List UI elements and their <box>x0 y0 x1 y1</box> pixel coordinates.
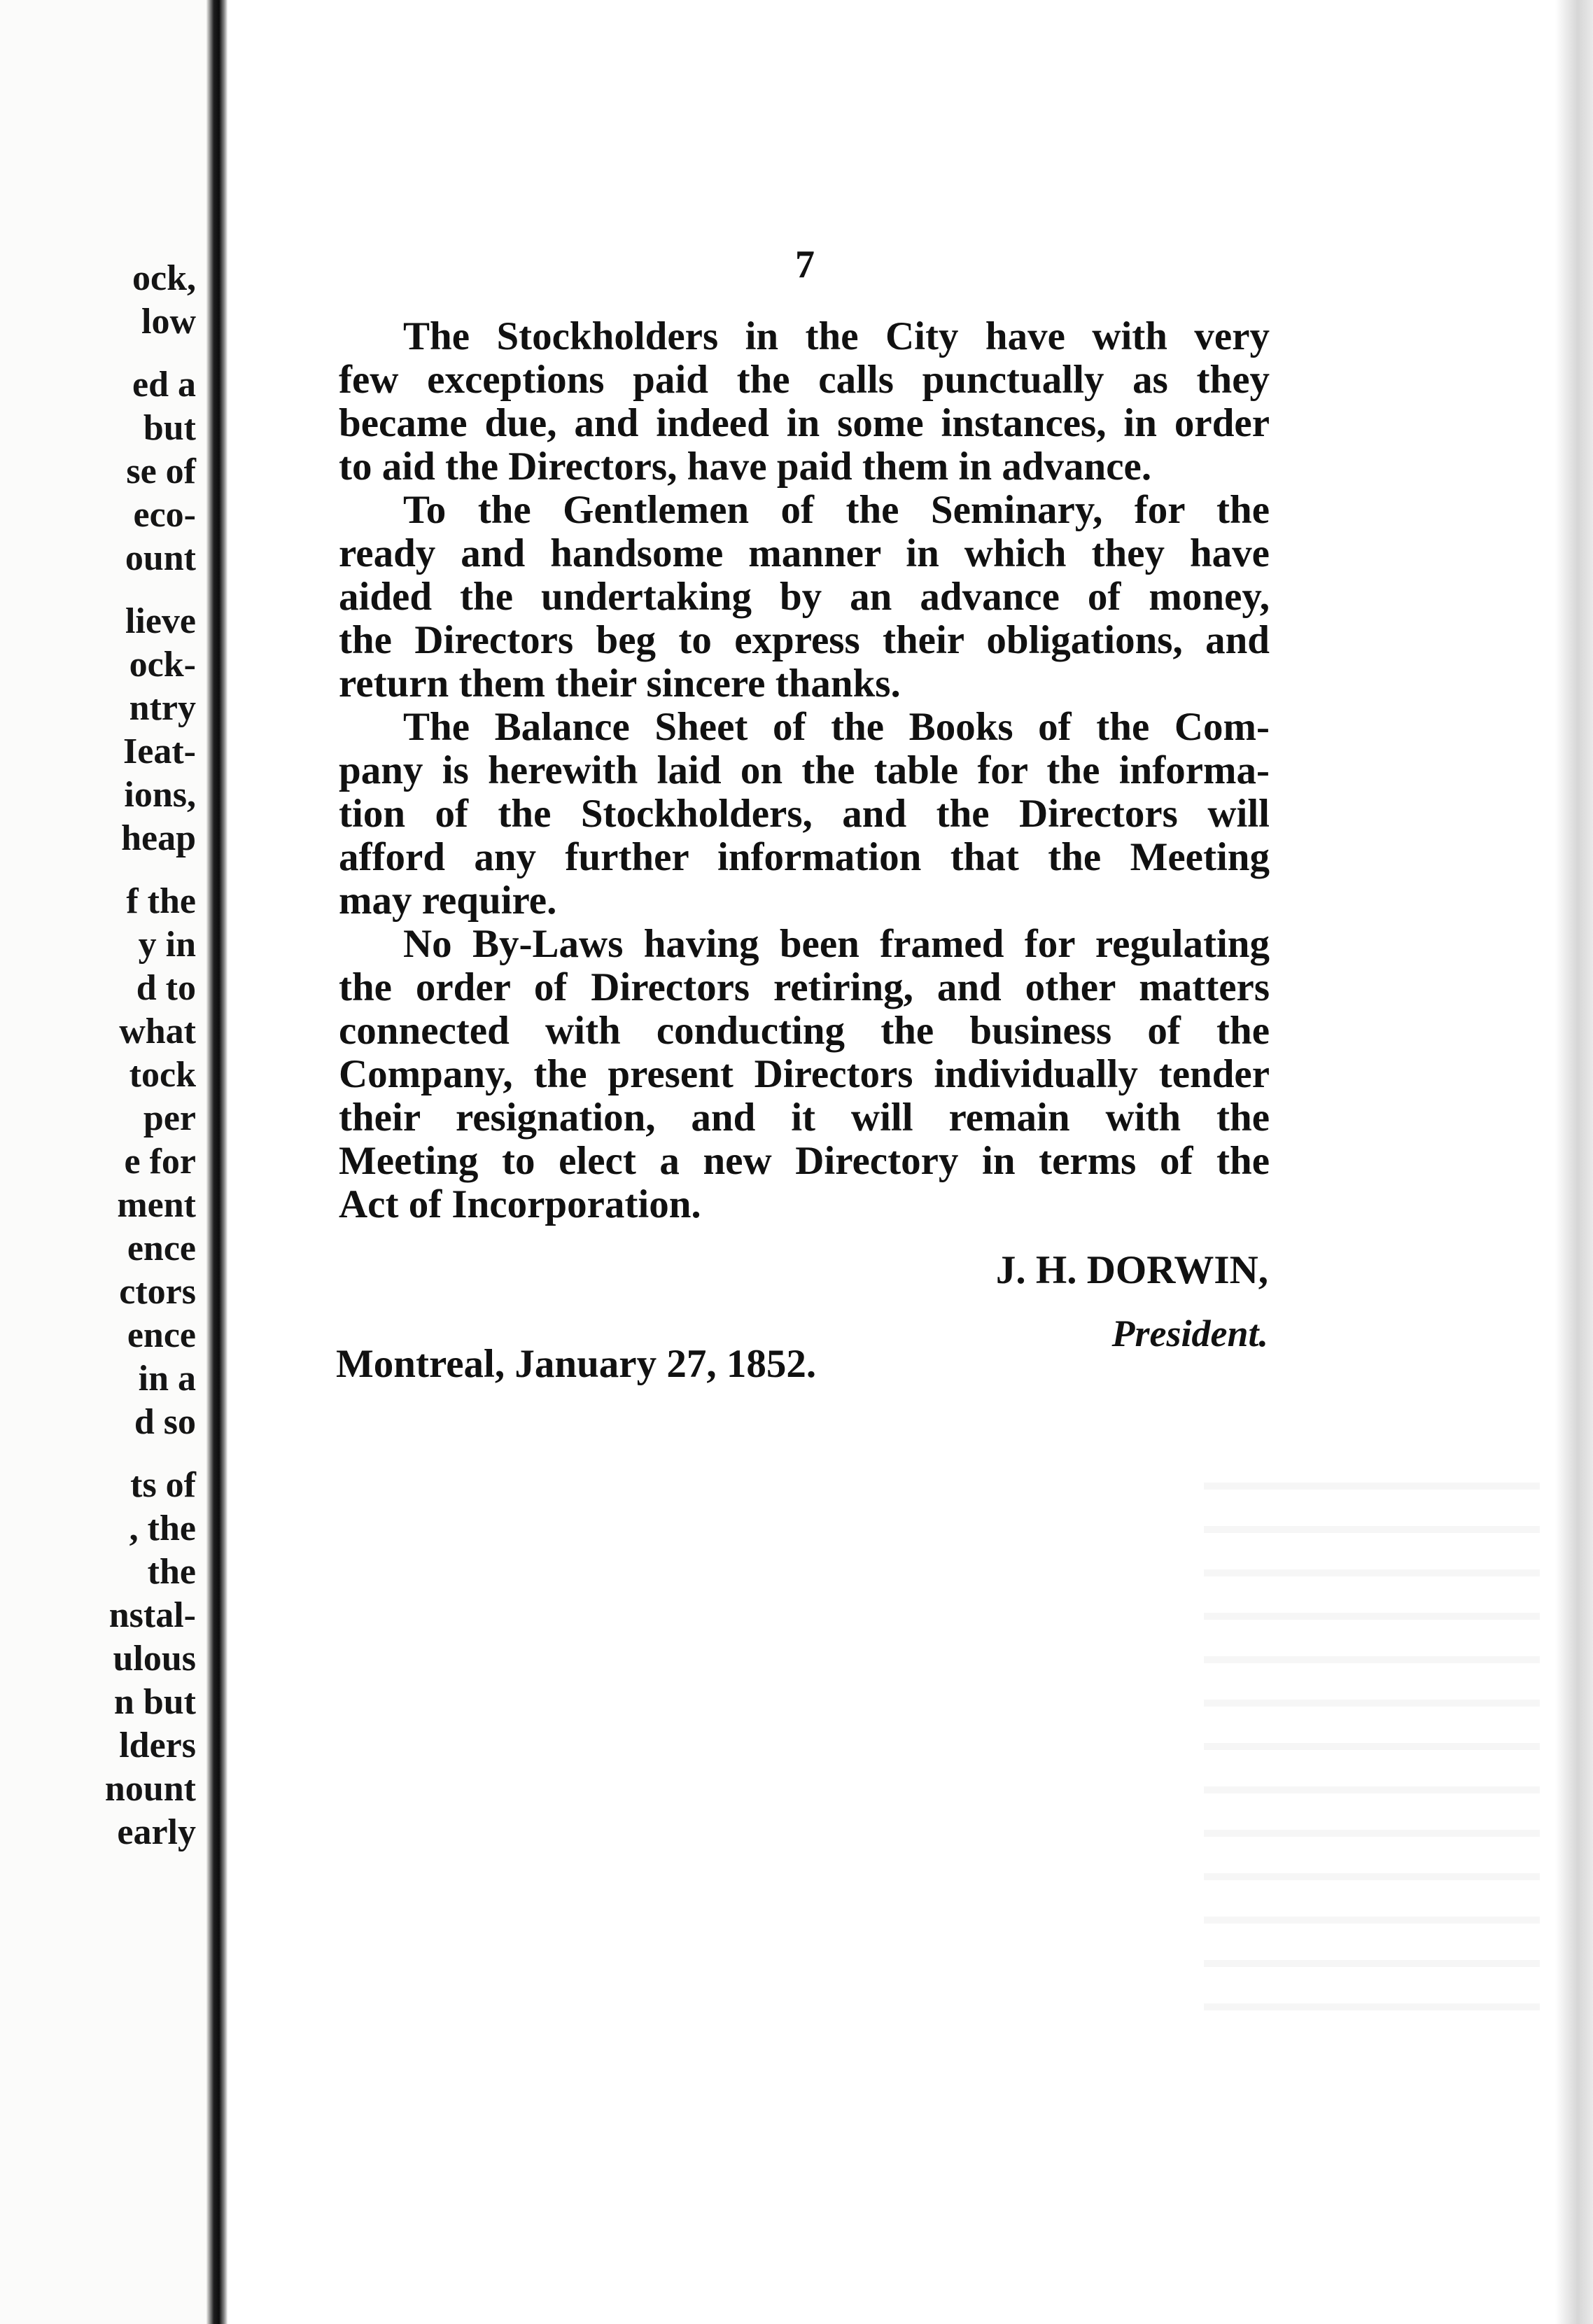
facing-page-fragment: ed a <box>132 365 196 405</box>
facing-page-fragment: ment <box>117 1185 196 1225</box>
facing-page-fragment: per <box>143 1098 196 1138</box>
facing-page-fragment: f the <box>126 881 196 921</box>
facing-page-fragment: se of <box>126 451 196 491</box>
facing-page-fragment: low <box>141 302 196 342</box>
facing-page-fragment: nstal- <box>108 1595 196 1635</box>
text-line: Act of Incorporation. <box>339 1182 701 1226</box>
page-number: 7 <box>795 243 815 286</box>
text-line: aided the undertaking by an advance of money, <box>339 575 1270 619</box>
signature-name: J. H. DORWIN, <box>995 1248 1268 1292</box>
facing-page-fragment: but <box>143 408 196 448</box>
facing-page-fragment: ulous <box>113 1639 196 1679</box>
facing-page-fragment: , the <box>129 1508 196 1548</box>
facing-page-fragment: e for <box>124 1142 196 1182</box>
text-line: ready and handsome manner in which they have <box>339 531 1270 575</box>
book-gutter <box>206 0 227 2324</box>
facing-page-fragment: ock- <box>129 645 196 685</box>
facing-page-fragment: lders <box>119 1726 196 1765</box>
text-line: The Balance Sheet of the Books of the Com- <box>403 705 1270 749</box>
text-line: connected with conducting the business of the <box>339 1009 1270 1053</box>
facing-page-fragment: tock <box>129 1055 196 1095</box>
facing-page-fragment: ence <box>127 1315 196 1355</box>
text-line: Company, the present Directors individually tender <box>339 1052 1270 1096</box>
text-line: return them their sincere thanks. <box>339 662 901 706</box>
text-line: No By-Laws having been framed for regulating <box>403 922 1270 966</box>
facing-page-fragment: early <box>117 1812 196 1852</box>
facing-page-fragment: ntry <box>129 688 196 728</box>
text-line: tion of the Stockholders, and the Directors will <box>339 792 1270 836</box>
facing-page-fragment: ions, <box>124 775 196 815</box>
facing-page-fragment: heap <box>121 818 196 858</box>
facing-page-fragment: ock, <box>132 258 196 298</box>
text-line: became due, and indeed in some instances, in order <box>339 401 1270 445</box>
facing-page-fragment: ctors <box>119 1272 196 1312</box>
text-line: the Directors beg to express their obligations, and <box>339 618 1270 662</box>
text-line: pany is herewith laid on the table for the informa- <box>339 748 1270 792</box>
facing-page-fragment: d so <box>134 1402 196 1442</box>
body-text <box>339 315 1270 1226</box>
text-line: may require. <box>339 878 557 923</box>
facing-page-fragment: y in <box>138 925 196 965</box>
text-line: afford any further information that the Meeting <box>339 835 1270 879</box>
facing-page-fragment: n but <box>113 1682 196 1722</box>
signature-title: President. <box>1111 1312 1268 1354</box>
text-line: their resignation, and it will remain with the <box>339 1096 1270 1140</box>
facing-page-fragment: ts of <box>130 1465 196 1505</box>
page-edge <box>1555 0 1593 2324</box>
facing-page-fragment: ount <box>125 538 196 578</box>
facing-page-fragment: ence <box>127 1228 196 1268</box>
text-line: The Stockholders in the City have with very <box>403 314 1270 358</box>
text-line: the order of Directors retiring, and other matters <box>339 965 1270 1009</box>
facing-page-fragment: in a <box>138 1359 196 1399</box>
facing-page-fragment: d to <box>136 968 196 1008</box>
show-through-text <box>1204 1456 1540 2016</box>
facing-page-fragment: Ieat- <box>123 732 196 771</box>
facing-page-fragment: the <box>147 1552 196 1592</box>
text-line: To the Gentlemen of the Seminary, for the <box>403 488 1270 532</box>
place-date: Montreal, January 27, 1852. <box>336 1342 817 1386</box>
text-line: to aid the Directors, have paid them in advance. <box>339 444 1152 489</box>
facing-page-fragment: lieve <box>125 601 196 641</box>
facing-page <box>0 0 210 2324</box>
facing-page-fragment: eco- <box>133 495 196 535</box>
text-line: Meeting to elect a new Directory in terms of the <box>339 1139 1270 1183</box>
text-line: few exceptions paid the calls punctually as they <box>339 358 1270 402</box>
facing-page-fragment: what <box>119 1011 196 1051</box>
facing-page-fragment: nount <box>104 1769 196 1809</box>
